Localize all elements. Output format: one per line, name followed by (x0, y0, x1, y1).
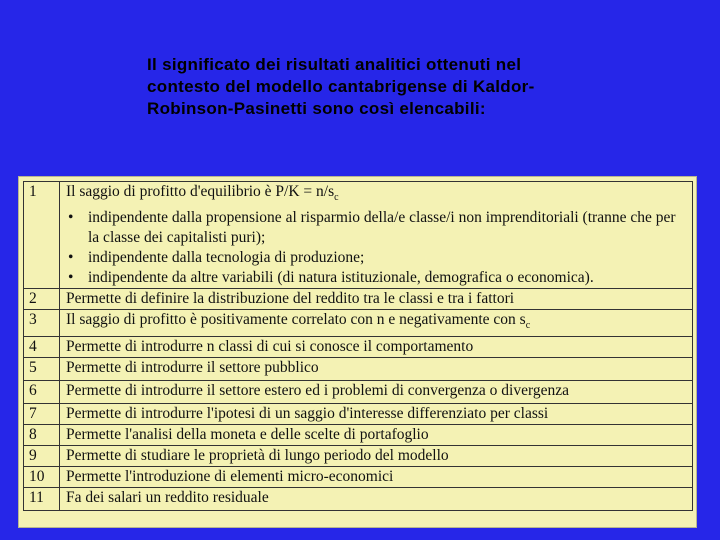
row-number: 9 (24, 446, 60, 467)
row-content (60, 182, 693, 289)
table-row (24, 425, 693, 446)
bullet-list (66, 208, 688, 288)
table-row (24, 310, 693, 337)
title-line-2: contesto del modello cantabrigense di Kaldor- (147, 77, 535, 96)
table-row (24, 404, 693, 425)
row-number: 3 (24, 310, 60, 337)
row-text: Il saggio di profitto è positivamente correlato con n e negativamente con $s_c$ (60, 310, 693, 337)
row-text: Permette l'analisi della moneta e delle scelte di portafoglio (60, 425, 693, 446)
row-number: 10 (24, 467, 60, 488)
table-row (24, 289, 693, 310)
list-item: • indipendente dalla tecnologia di produzione; (68, 249, 365, 267)
row-number: 1 (24, 182, 60, 289)
results-table (23, 181, 693, 511)
row-number: 2 (24, 289, 60, 310)
row-number: 5 (24, 358, 60, 381)
row-text: Permette di studiare le proprietà di lungo periodo del modello (60, 446, 693, 467)
row-number: 8 (24, 425, 60, 446)
table-row (24, 381, 693, 404)
row-text: Permette di introdurre l'ipotesi di un saggio d'interesse differenziato per classi (60, 404, 693, 425)
table-row (24, 488, 693, 511)
bullet-icon: • (68, 269, 74, 287)
list-item: • indipendente dalla propensione al risparmio della/e classe/i non imprenditoriali (tranne che per la classe dei capitalisti puri); (68, 209, 676, 247)
bullet-icon: • (68, 209, 74, 227)
table-row (24, 337, 693, 358)
table-row (24, 182, 693, 289)
row-number: 6 (24, 381, 60, 404)
row-heading: Il saggio di profitto d'equilibrio è $P/K = n/s_c$ (66, 183, 339, 204)
table-panel (18, 176, 697, 528)
row-text: Permette di introdurre il settore pubblico (60, 358, 693, 381)
bullet-icon: • (68, 249, 74, 267)
list-item: • indipendente da altre variabili (di natura istituzionale, demografica o economica). (68, 269, 594, 287)
row-number: 11 (24, 488, 60, 511)
title-line-3: Robinson-Pasinetti sono così elencabili: (147, 99, 486, 118)
row-text: Permette di definire la distribuzione del reddito tra le classi e tra i fattori (60, 289, 693, 310)
row-text: Permette di introdurre n classi di cui si conosce il comportamento (60, 337, 693, 358)
table-row (24, 446, 693, 467)
title-line-1: Il significato dei risultati analitici ottenuti nel (147, 55, 522, 74)
row-text: Permette l'introduzione di elementi micro-economici (60, 467, 693, 488)
row-number: 4 (24, 337, 60, 358)
slide-title (147, 54, 607, 120)
row-number: 7 (24, 404, 60, 425)
row-text: Permette di introdurre il settore estero ed i problemi di convergenza o divergenza (60, 381, 693, 404)
row-text: Fa dei salari un reddito residuale (60, 488, 693, 511)
table-row (24, 358, 693, 381)
table-row (24, 467, 693, 488)
